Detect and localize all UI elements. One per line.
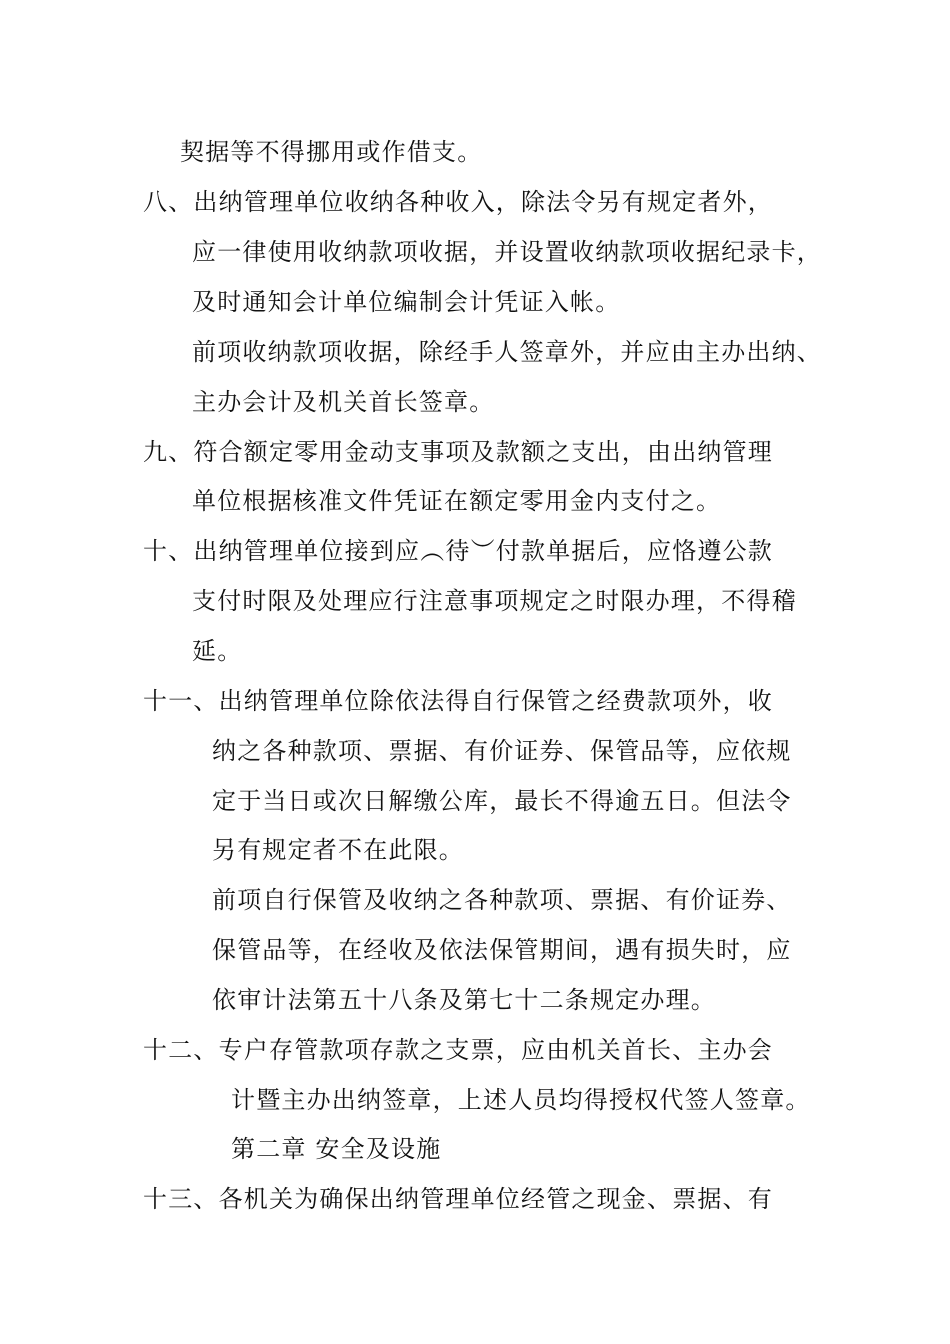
text-line: 计暨主办出纳签章，上述人员均得授权代签人签章。 [231,1086,811,1114]
text-line: 前项收纳款项收据，除经手人签章外，并应由主办出纳、 [192,338,822,366]
text-line: 延。 [192,637,243,665]
text-line: 九、符合额定零用金动支事项及款额之支出，由出纳管理 [143,438,773,466]
text-line: 契据等不得挪用或作借支。 [180,138,483,166]
text-line: 支付时限及处理应行注意事项规定之时限办理，不得稽 [192,587,797,615]
text-line: 主办会计及机关首长签章。 [192,388,495,416]
text-line: 保管品等，在经收及依法保管期间，遇有损失时，应 [212,936,792,964]
text-line: 依审计法第五十八条及第七十二条规定办理。 [212,986,716,1014]
text-line: 十、出纳管理单位接到应︵待︶付款单据后，应恪遵公款 [143,537,773,565]
text-line: 及时通知会计单位编制会计凭证入帐。 [192,288,621,316]
text-line: 八、出纳管理单位收纳各种收入，除法令另有规定者外， [143,188,773,216]
text-line: 纳之各种款项、票据、有价证券、保管品等，应依规 [212,737,792,765]
text-line: 定于当日或次日解缴公库，最长不得逾五日。但法令 [212,787,792,815]
text-line: 前项自行保管及收纳之各种款项、票据、有价证券、 [212,886,792,914]
text-line: 单位根据核准文件凭证在额定零用金内支付之。 [192,487,722,515]
text-line: 十二、专户存管款项存款之支票，应由机关首长、主办会 [143,1036,773,1064]
text-line: 十三、各机关为确保出纳管理单位经管之现金、票据、有 [143,1185,773,1213]
text-line: 另有规定者不在此限。 [212,836,464,864]
chapter-heading: 第二章 安全及设施 [231,1135,442,1163]
text-line: 十一、出纳管理单位除依法得自行保管之经费款项外，收 [143,687,773,715]
text-line: 应一律使用收纳款项收据，并设置收纳款项收据纪录卡， [192,238,822,266]
